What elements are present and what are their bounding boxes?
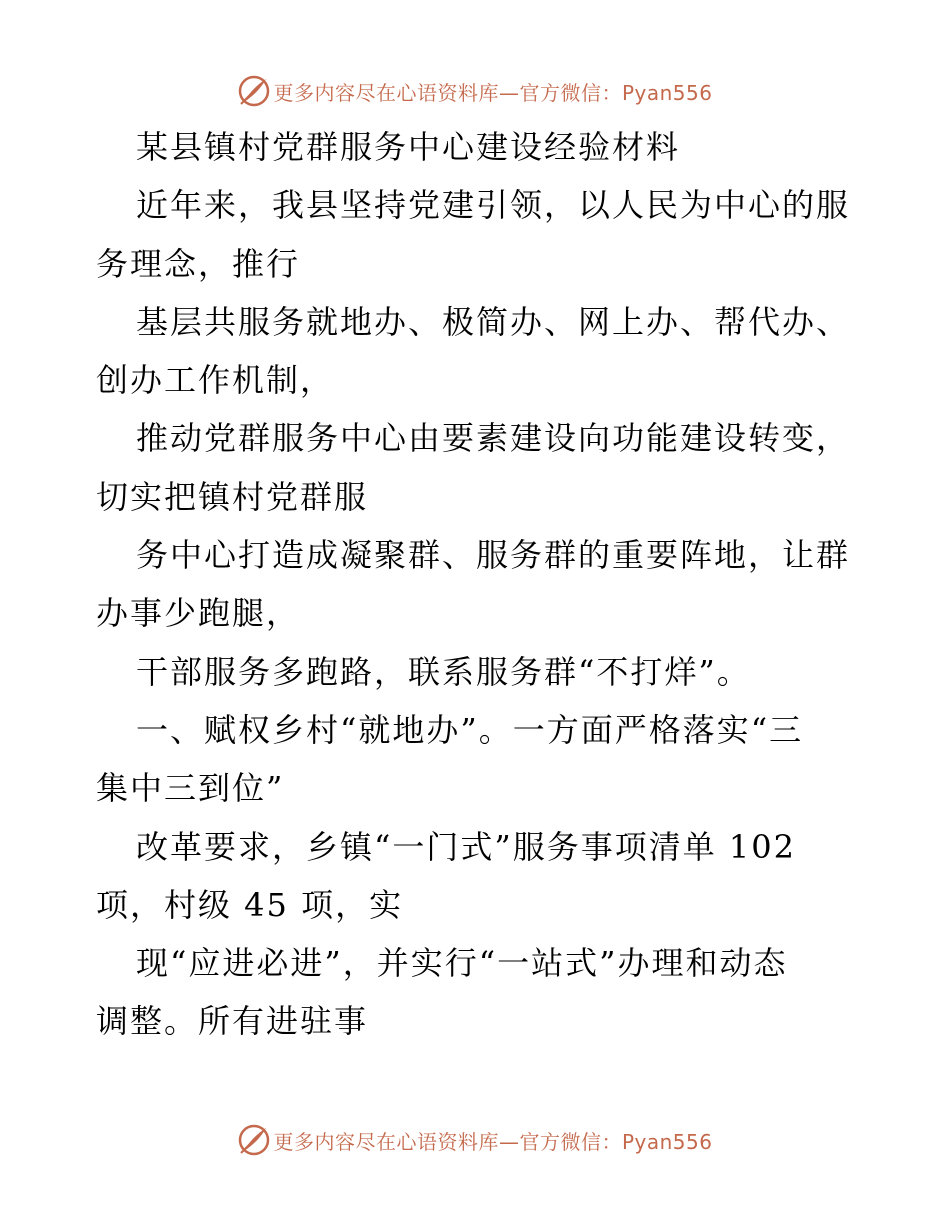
footer-banner [0,1120,950,1160]
paragraph-line: 务中心打造成凝聚群、服务群的重要阵地，让群 [136,536,851,575]
feather-quill-logo-icon [237,1123,271,1157]
paragraph-line: 调整。所有进驻事 [96,1002,369,1041]
header-text: 更多内容尽在心语资料库—官方微信：Pyan556 [273,80,713,105]
footer-text: 更多内容尽在心语资料库—官方微信：Pyan556 [273,1129,713,1154]
paragraph-line: 近年来，我县坚持党建引领，以人民为中心的服 [136,186,851,225]
paragraph-line: 基层共服务就地办、极简办、网上办、帮代办、 [136,302,851,341]
paragraph-line: 干部服务多跑路，联系服务群“不打烊”。 [136,652,751,691]
paragraph-line: 创办工作机制， [96,361,335,400]
paragraph-line: 务理念，推行 [96,244,301,283]
paragraph-line: 切实把镇村党群服 [96,477,369,516]
paragraph-line: 一、赋权乡村“就地办”。一方面严格落实“三 [136,710,804,749]
paragraph-line: 某县镇村党群服务中心建设经验材料 [136,128,681,166]
paragraph-line: 项，村级 45 项，实 [96,885,404,924]
header-banner [0,71,950,111]
feather-quill-logo-icon [237,74,271,108]
paragraph-line: 集中三到位” [96,769,285,808]
document-body [96,118,856,1051]
paragraph-line: 改革要求，乡镇“一门式”服务事项清单 102 [136,827,796,866]
paragraph-line: 现“应进必进”，并实行“一站式”办理和动态 [136,944,788,983]
paragraph-line: 办事少跑腿， [96,594,301,633]
paragraph-line: 推动党群服务中心由要素建设向功能建设转变， [136,419,851,458]
